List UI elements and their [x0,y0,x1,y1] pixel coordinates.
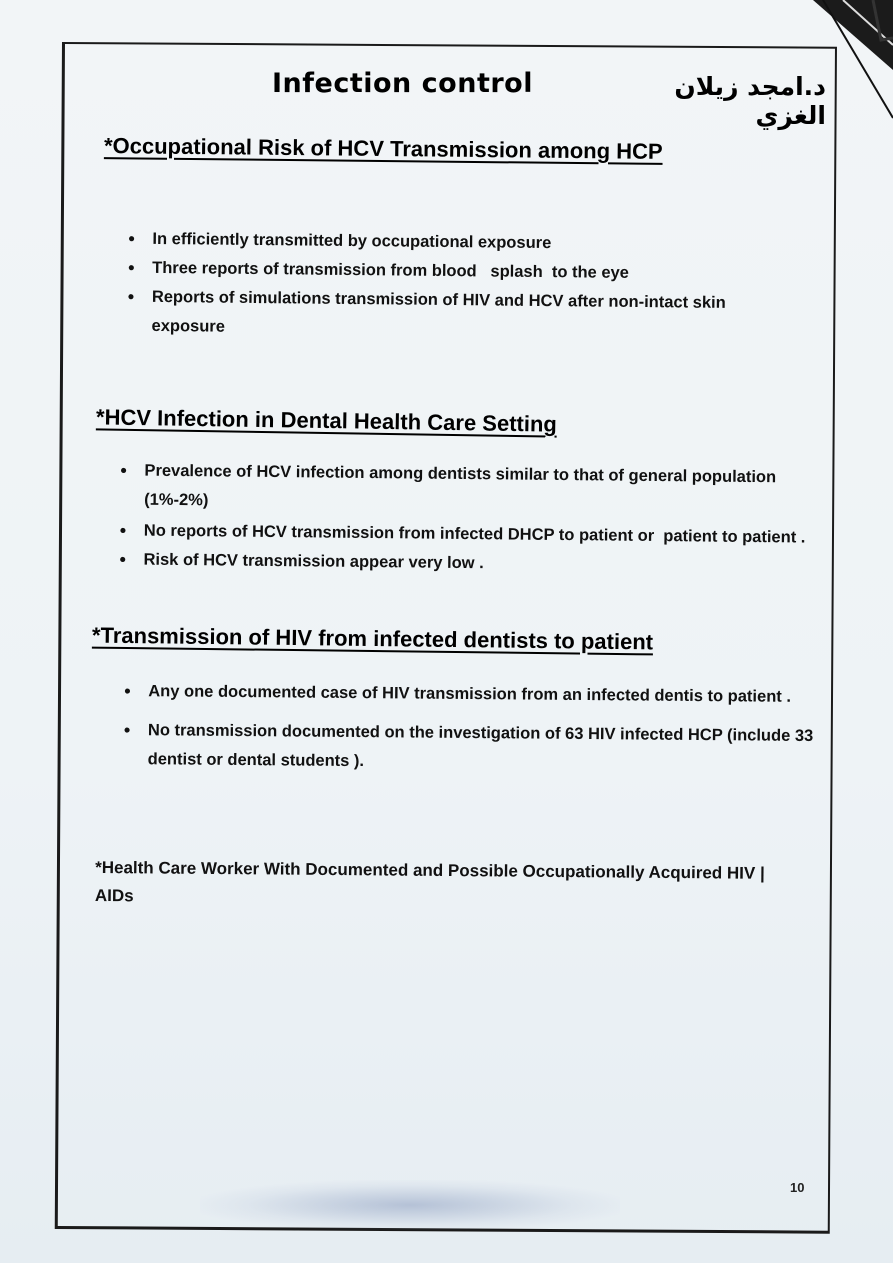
bullet-icon: • [119,549,126,570]
section-heading-dental-setting: *HCV Infection in Dental Health Care Setting [95,404,558,437]
list-item: • No transmission documented on the investigation of 63 HIV infected HCP (include 33 dentist or dental students ). [124,716,814,780]
page-title: Infection control [272,68,533,99]
bullet-icon: • [119,520,127,541]
bullet-icon: • [127,286,135,307]
list-item: • In efficiently transmitted by occupational exposure [128,225,768,261]
scan-smudge [200,1180,620,1230]
page-number: 10 [790,1180,805,1195]
dental-setting-list [119,456,810,581]
list-item: • Risk of HCV transmission appear very low . [119,545,809,581]
bullet-icon: • [128,228,135,249]
list-item: • Three reports of transmission from blood splash to the eye [128,254,768,290]
list-item: • Any one documented case of HIV transmission from an infected dentis to patient . [124,677,814,712]
hiv-transmission-list [124,677,815,780]
list-item: • No reports of HCV transmission from infected DHCP to patient or patient to patient . [120,516,810,552]
section-heading-occupational-risk: *Occupational Risk of HCV Transmission among HCP [103,133,663,164]
section-heading-hiv-transmission: *Transmission of HIV from infected dentists to patient [91,622,654,655]
bullet-icon: • [124,680,131,702]
bullet-icon: • [120,460,127,481]
bullet-icon: • [128,257,135,278]
occupational-risk-list [127,225,768,348]
list-item: • Prevalence of HCV infection among dentists similar to that of general population (1%-2%) [120,456,811,521]
bullet-icon: • [123,719,131,741]
section-heading-hcw-hiv-aids: *Health Care Worker With Documented and Possible Occupationally Acquired HIV | AIDs [94,857,765,906]
author-name: د.امجد زيلان الغزي [674,72,826,130]
list-item: • Reports of simulations transmission of HIV and HCV after non-intact skin exposure [127,283,768,348]
